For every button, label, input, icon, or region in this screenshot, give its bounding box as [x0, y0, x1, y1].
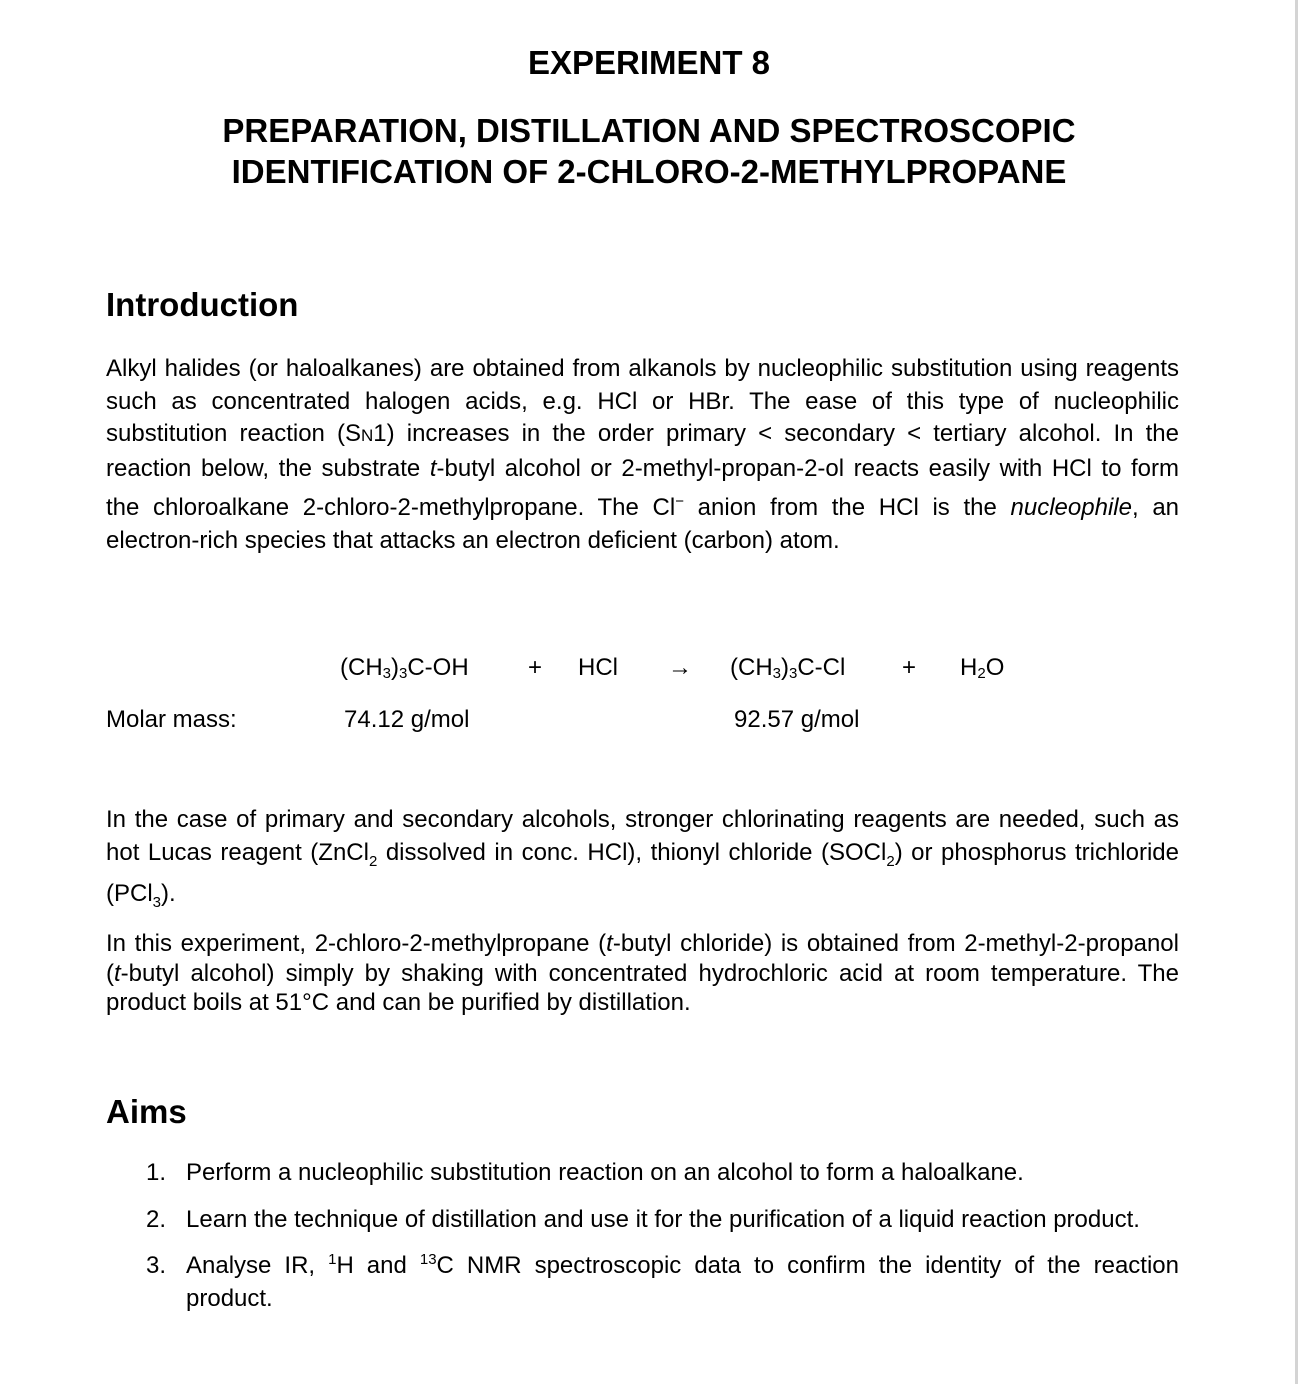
title-line-2: IDENTIFICATION OF 2-CHLORO-2-METHYLPROPANE [231, 153, 1067, 190]
chlorinating-reagents-paragraph: In the case of primary and secondary alcohols, stronger chlorinating reagents are needed, such as hot Lucas reagent (ZnCl$_2$ dissolved in conc. HCl), thionyl chloride (SOCl$_2$) or phosphorus trichloride (PCl$_3$). [106, 806, 1179, 911]
aim-item: 3. Analyse IR, $^1$H and $^{13}$C NMR spectroscopic data to confirm the identity of the reaction product. [146, 1251, 1180, 1312]
molar-mass-alcohol: 74.12 g/mol [344, 706, 470, 733]
reactant-alcohol: $(CH_3)_3C-OH$ [340, 654, 469, 682]
introduction-heading: Introduction [106, 286, 299, 323]
aim-item: 2. Learn the technique of distillation and use it for the purification of a liquid reaction product. [146, 1205, 1140, 1233]
title-line-1: PREPARATION, DISTILLATION AND SPECTROSCOPIC [222, 112, 1076, 149]
aims-heading: Aims [106, 1093, 187, 1130]
reactant-hcl: HCl [578, 654, 618, 681]
aims-list [106, 1157, 1179, 1329]
molar-mass-label: Molar mass: [106, 706, 237, 733]
experiment-overview-paragraph: In this experiment, 2-chloro-2-methylpropane (t-butyl chloride) is obtained from 2-methyl-2-propanol (t-butyl alcohol) simply by shaking with concentrated hydrochloric acid at room temperature. The product boils at 51°C and can be purified by distillation. [106, 930, 1179, 1016]
plus-sign-2: + [902, 654, 917, 681]
aim-item: 1. Perform a nucleophilic substitution reaction on an alcohol to form a haloalkane. [146, 1159, 1024, 1186]
product-chloride: $(CH_3)_3C-Cl$ [730, 654, 846, 682]
molar-mass-chloride: 92.57 g/mol [734, 706, 860, 733]
reaction-arrow-icon: → [668, 654, 692, 681]
experiment-number: EXPERIMENT 8 [527, 44, 771, 81]
plus-sign-1: + [528, 654, 543, 681]
introduction-paragraph: Alkyl halides (or haloalkanes) are obtained from alkanols by nucleophilic substitution using reagents such as concentrated halogen acids, e.g. HCl or HBr. The ease of this type of nucleophilic substitution reaction (SN1) increases in the order primary < secondary < tertiary alcohol. In the reaction below, the substrate t-butyl alcohol or 2-methyl-propan-2-ol reacts easily with HCl to form the chloroalkane 2-chloro-2-methylpropane. The Cl− anion from the HCl is the nucleophile, an electron-rich species that attacks an electron deficient (carbon) atom. [106, 355, 1180, 554]
product-water: $H_2O$ [960, 654, 1005, 682]
